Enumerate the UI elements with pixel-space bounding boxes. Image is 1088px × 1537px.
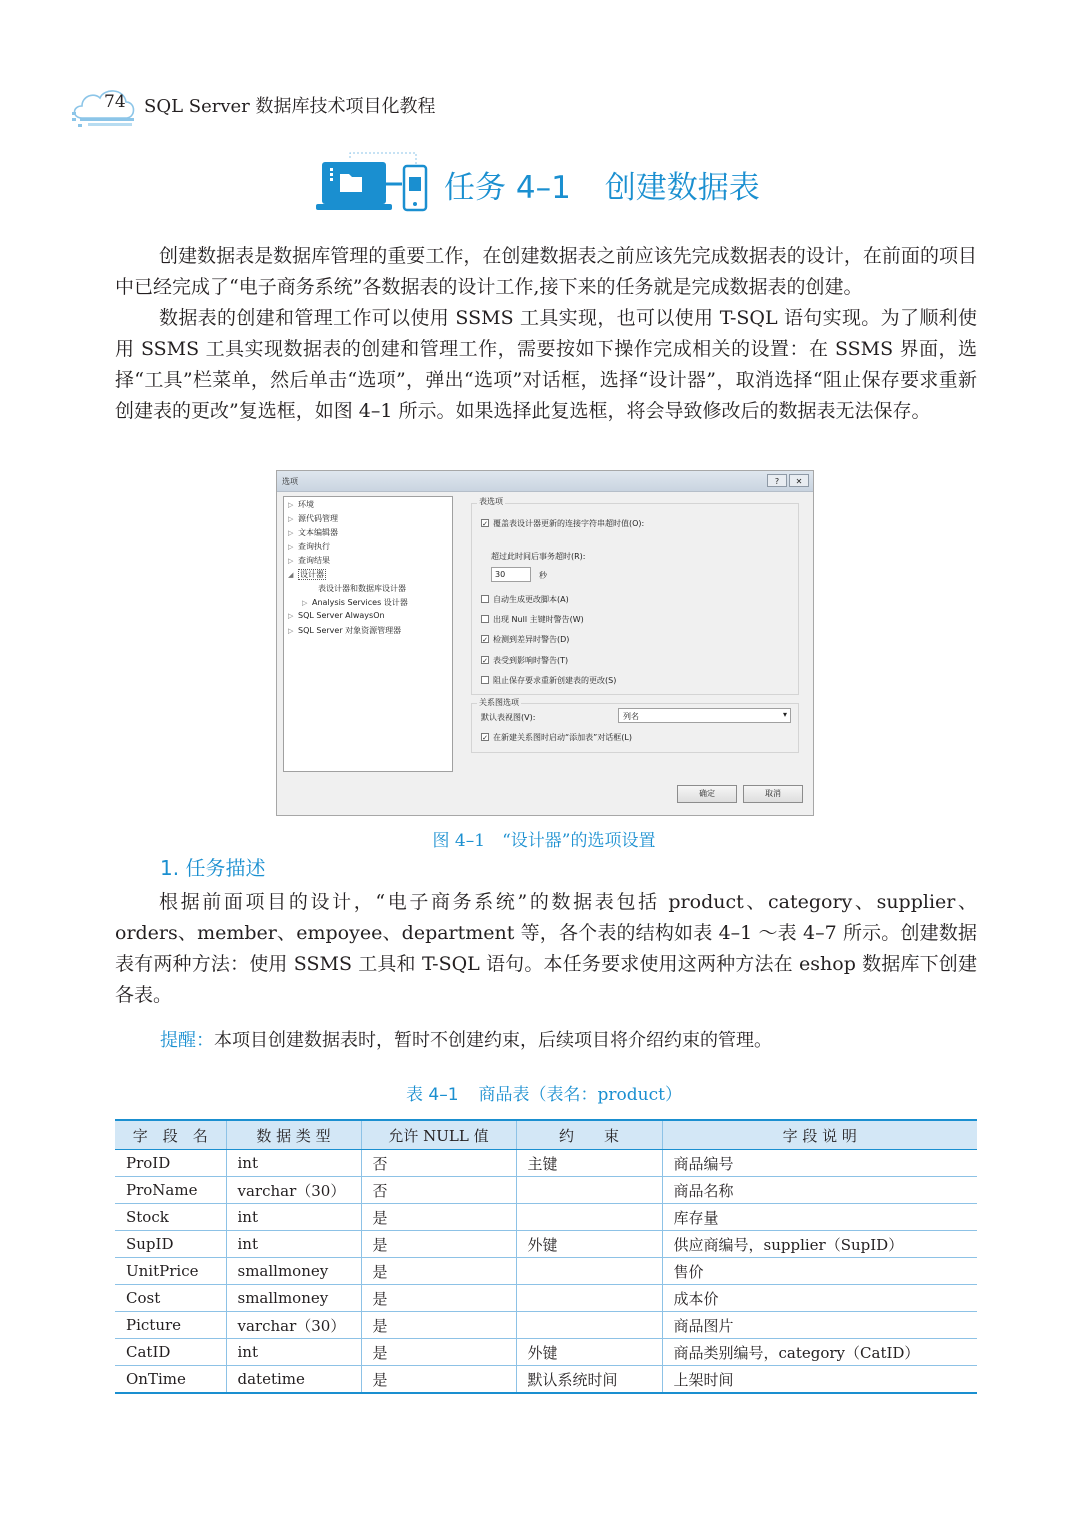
cell-data-type: int <box>226 1339 361 1366</box>
cell-field-name: ProID <box>115 1150 226 1177</box>
close-button[interactable]: ✕ <box>789 474 809 487</box>
tree-item-analysis-services[interactable]: ▷ Analysis Services 设计器 <box>302 598 408 607</box>
timeout-input[interactable]: 30 <box>491 567 531 582</box>
affected-label: 表受到影响时警告(T) <box>493 655 569 665</box>
ok-button[interactable]: 确定 <box>677 785 737 803</box>
help-button[interactable]: ? <box>767 474 787 487</box>
cell-allow-null: 是 <box>361 1231 516 1258</box>
page-number: 74 <box>104 92 126 112</box>
cell-constraint: 主键 <box>516 1150 662 1177</box>
header-field-name: 字 段 名 <box>115 1120 226 1150</box>
cell-description: 成本价 <box>662 1285 977 1312</box>
cell-description: 商品图片 <box>662 1312 977 1339</box>
table-row <box>115 1231 977 1258</box>
section-heading: 1. 任务描述 <box>160 856 266 880</box>
cell-constraint: 外键 <box>516 1339 662 1366</box>
tree-item-query-results[interactable]: ▷ 查询结果 <box>288 556 330 565</box>
cell-allow-null: 是 <box>361 1285 516 1312</box>
prevent-saving-label: 阻止保存要求重新创建表的更改(S) <box>493 675 617 685</box>
table-row <box>115 1285 977 1312</box>
task-title <box>444 162 760 207</box>
dialog-title: 选项 <box>282 477 298 486</box>
difference-checkbox[interactable]: ✓ <box>482 636 488 644</box>
figure-caption: 图 4–1 “设计器”的选项设置 <box>432 831 656 851</box>
table-row <box>115 1150 977 1177</box>
cell-data-type: datetime <box>226 1366 361 1394</box>
timeout-label: 超过此时间后事务超时(R): <box>491 552 586 561</box>
cell-description: 上架时间 <box>662 1366 977 1394</box>
laptop-phone-folder-icon <box>316 152 434 214</box>
cell-field-name: Stock <box>115 1204 226 1231</box>
task-number: 任务 4–1 <box>444 170 571 206</box>
book-title: SQL Server 数据库技术项目化教程 <box>144 96 436 117</box>
tree-item-environment[interactable]: ▷ 环境 <box>288 500 314 509</box>
cell-allow-null: 是 <box>361 1204 516 1231</box>
header-constraint: 约 束 <box>516 1120 662 1150</box>
table-header-row <box>115 1120 977 1150</box>
cell-allow-null: 否 <box>361 1177 516 1204</box>
cell-field-name: Picture <box>115 1312 226 1339</box>
option-row-prevent-saving[interactable] <box>481 674 616 686</box>
table-caption-number: 表 4–1 <box>406 1085 459 1105</box>
cell-data-type: smallmoney <box>226 1258 361 1285</box>
cell-description: 供应商编号，supplier（SupID） <box>662 1231 977 1258</box>
override-timeout-checkbox[interactable]: ✓ <box>482 520 488 528</box>
paragraph-1: 创建数据表是数据库管理的重要工作，在创建数据表之前应该先完成数据表的设计，在前面的项目中已经完成了“电子商务系统”各数据表的设计工作,接下来的任务就是完成数据表的创建。 <box>115 245 977 298</box>
cell-constraint <box>516 1204 662 1231</box>
cell-constraint: 外键 <box>516 1231 662 1258</box>
cell-constraint <box>516 1177 662 1204</box>
cell-allow-null: 是 <box>361 1366 516 1394</box>
header-allow-null: 允许 NULL 值 <box>361 1120 516 1150</box>
cell-description: 商品类别编号，category（CatID） <box>662 1339 977 1366</box>
table-options-title: 表选项 <box>479 497 503 506</box>
table-row <box>115 1366 977 1394</box>
null-pk-checkbox[interactable] <box>481 615 489 623</box>
table-row <box>115 1204 977 1231</box>
cell-data-type: int <box>226 1231 361 1258</box>
options-tree <box>283 496 453 772</box>
cell-constraint <box>516 1285 662 1312</box>
cell-data-type: int <box>226 1150 361 1177</box>
tree-item-source-control[interactable]: ▷ 源代码管理 <box>288 514 338 523</box>
tree-item-object-explorer[interactable]: ▷ SQL Server 对象资源管理器 <box>288 626 402 635</box>
prevent-saving-checkbox[interactable] <box>481 676 489 684</box>
cell-data-type: int <box>226 1204 361 1231</box>
cell-data-type: smallmoney <box>226 1285 361 1312</box>
options-dialog <box>276 470 814 816</box>
cloud-icon <box>68 84 138 130</box>
table-row <box>115 1177 977 1204</box>
cell-data-type: varchar（30） <box>226 1312 361 1339</box>
note-lead: 提醒： <box>160 1030 214 1051</box>
task-name: 创建数据表 <box>604 170 760 206</box>
default-view-select[interactable] <box>618 708 791 723</box>
note <box>160 1026 772 1052</box>
cell-description: 售价 <box>662 1258 977 1285</box>
tree-item-alwayson[interactable]: ▷ SQL Server AlwaysOn <box>288 611 385 620</box>
option-row-difference[interactable] <box>481 633 569 645</box>
cell-constraint: 默认系统时间 <box>516 1366 662 1394</box>
cell-field-name: SupID <box>115 1231 226 1258</box>
add-table-checkbox[interactable]: ✓ <box>482 734 488 742</box>
cancel-button[interactable]: 取消 <box>743 785 803 803</box>
cell-allow-null: 是 <box>361 1312 516 1339</box>
cell-data-type: varchar（30） <box>226 1177 361 1204</box>
cell-description: 库存量 <box>662 1204 977 1231</box>
diagram-options-title: 关系图选项 <box>479 698 519 707</box>
affected-checkbox[interactable]: ✓ <box>482 657 488 665</box>
tree-item-table-designers[interactable]: 表设计器和数据库设计器 <box>318 584 406 593</box>
tree-item-designers[interactable]: ◢ 设计器 <box>288 570 324 579</box>
tree-item-text-editor[interactable]: ▷ 文本编辑器 <box>288 528 338 537</box>
null-pk-label: 出现 Null 主键时警告(W) <box>493 614 584 624</box>
header-data-type: 数 据 类 型 <box>226 1120 361 1150</box>
tree-item-query-execution[interactable]: ▷ 查询执行 <box>288 542 330 551</box>
option-row-auto-script[interactable] <box>481 593 569 605</box>
product-fields-table <box>115 1119 977 1394</box>
cell-allow-null: 否 <box>361 1150 516 1177</box>
override-timeout-row[interactable] <box>481 517 644 529</box>
option-row-null-pk[interactable] <box>481 613 584 625</box>
paragraph-2: 数据表的创建和管理工作可以使用 SSMS 工具实现，也可以使用 T-SQL 语句实现。为了顺利使用 SSMS 工具实现数据表的创建和管理工作，需要按如下操作完成相关的设置：在 SSMS 界面，选择“工具”栏菜单，然后单击“选项”，弹出“选项”对话框，选择“设计器”，取消选择“阻止保存要求重新创建表的更改”复选框，如图 4–1 所示。如果选择此复选框，将会导致修改后的数据表无法保存。 <box>115 307 977 422</box>
add-table-row[interactable] <box>481 731 632 743</box>
chevron-down-icon: ▾ <box>782 710 787 719</box>
cell-field-name: ProName <box>115 1177 226 1204</box>
difference-label: 检测到差异时警告(D) <box>493 634 570 644</box>
cell-field-name: OnTime <box>115 1366 226 1394</box>
cell-description: 商品编号 <box>662 1150 977 1177</box>
default-view-label: 默认表视图(V): <box>481 713 536 722</box>
timeout-unit: 秒 <box>539 571 547 580</box>
cell-constraint <box>516 1258 662 1285</box>
auto-script-label: 自动生成更改脚本(A) <box>493 594 569 604</box>
default-view-value: 列名 <box>623 712 639 721</box>
cell-field-name: UnitPrice <box>115 1258 226 1285</box>
cell-allow-null: 是 <box>361 1339 516 1366</box>
table-caption-extra: （表名：product） <box>529 1085 682 1105</box>
table-row <box>115 1312 977 1339</box>
table-row <box>115 1258 977 1285</box>
table-row <box>115 1339 977 1366</box>
add-table-label: 在新建关系图时启动“添加表”对话框(L) <box>493 732 632 742</box>
dialog-titlebar <box>277 471 813 492</box>
header-description: 字 段 说 明 <box>662 1120 977 1150</box>
table-caption-title: 商品表 <box>478 1085 530 1105</box>
cell-constraint <box>516 1312 662 1339</box>
note-text: 本项目创建数据表时，暂时不创建约束，后续项目将介绍约束的管理。 <box>214 1030 772 1051</box>
option-row-affected[interactable] <box>481 654 568 666</box>
auto-script-checkbox[interactable] <box>481 595 489 603</box>
cell-field-name: Cost <box>115 1285 226 1312</box>
running-head <box>68 84 488 130</box>
cell-description: 商品名称 <box>662 1177 977 1204</box>
cell-field-name: CatID <box>115 1339 226 1366</box>
cell-allow-null: 是 <box>361 1258 516 1285</box>
override-timeout-label: 覆盖表设计器更新的连接字符串超时值(O): <box>493 518 645 528</box>
table-caption <box>0 1080 1088 1105</box>
section-paragraph: 根据前面项目的设计，“电子商务系统”的数据表包括 product、category、supplier、orders、member、empoyee、department 等，各个表的结构如表 4–1 ～表 4–7 所示。创建数据表有两种方法：使用 SSMS 工具和 T-SQL 语句。本任务要求使用这两种方法在 eshop 数据库下创建各表。 <box>115 891 977 1006</box>
task-heading <box>316 152 796 214</box>
